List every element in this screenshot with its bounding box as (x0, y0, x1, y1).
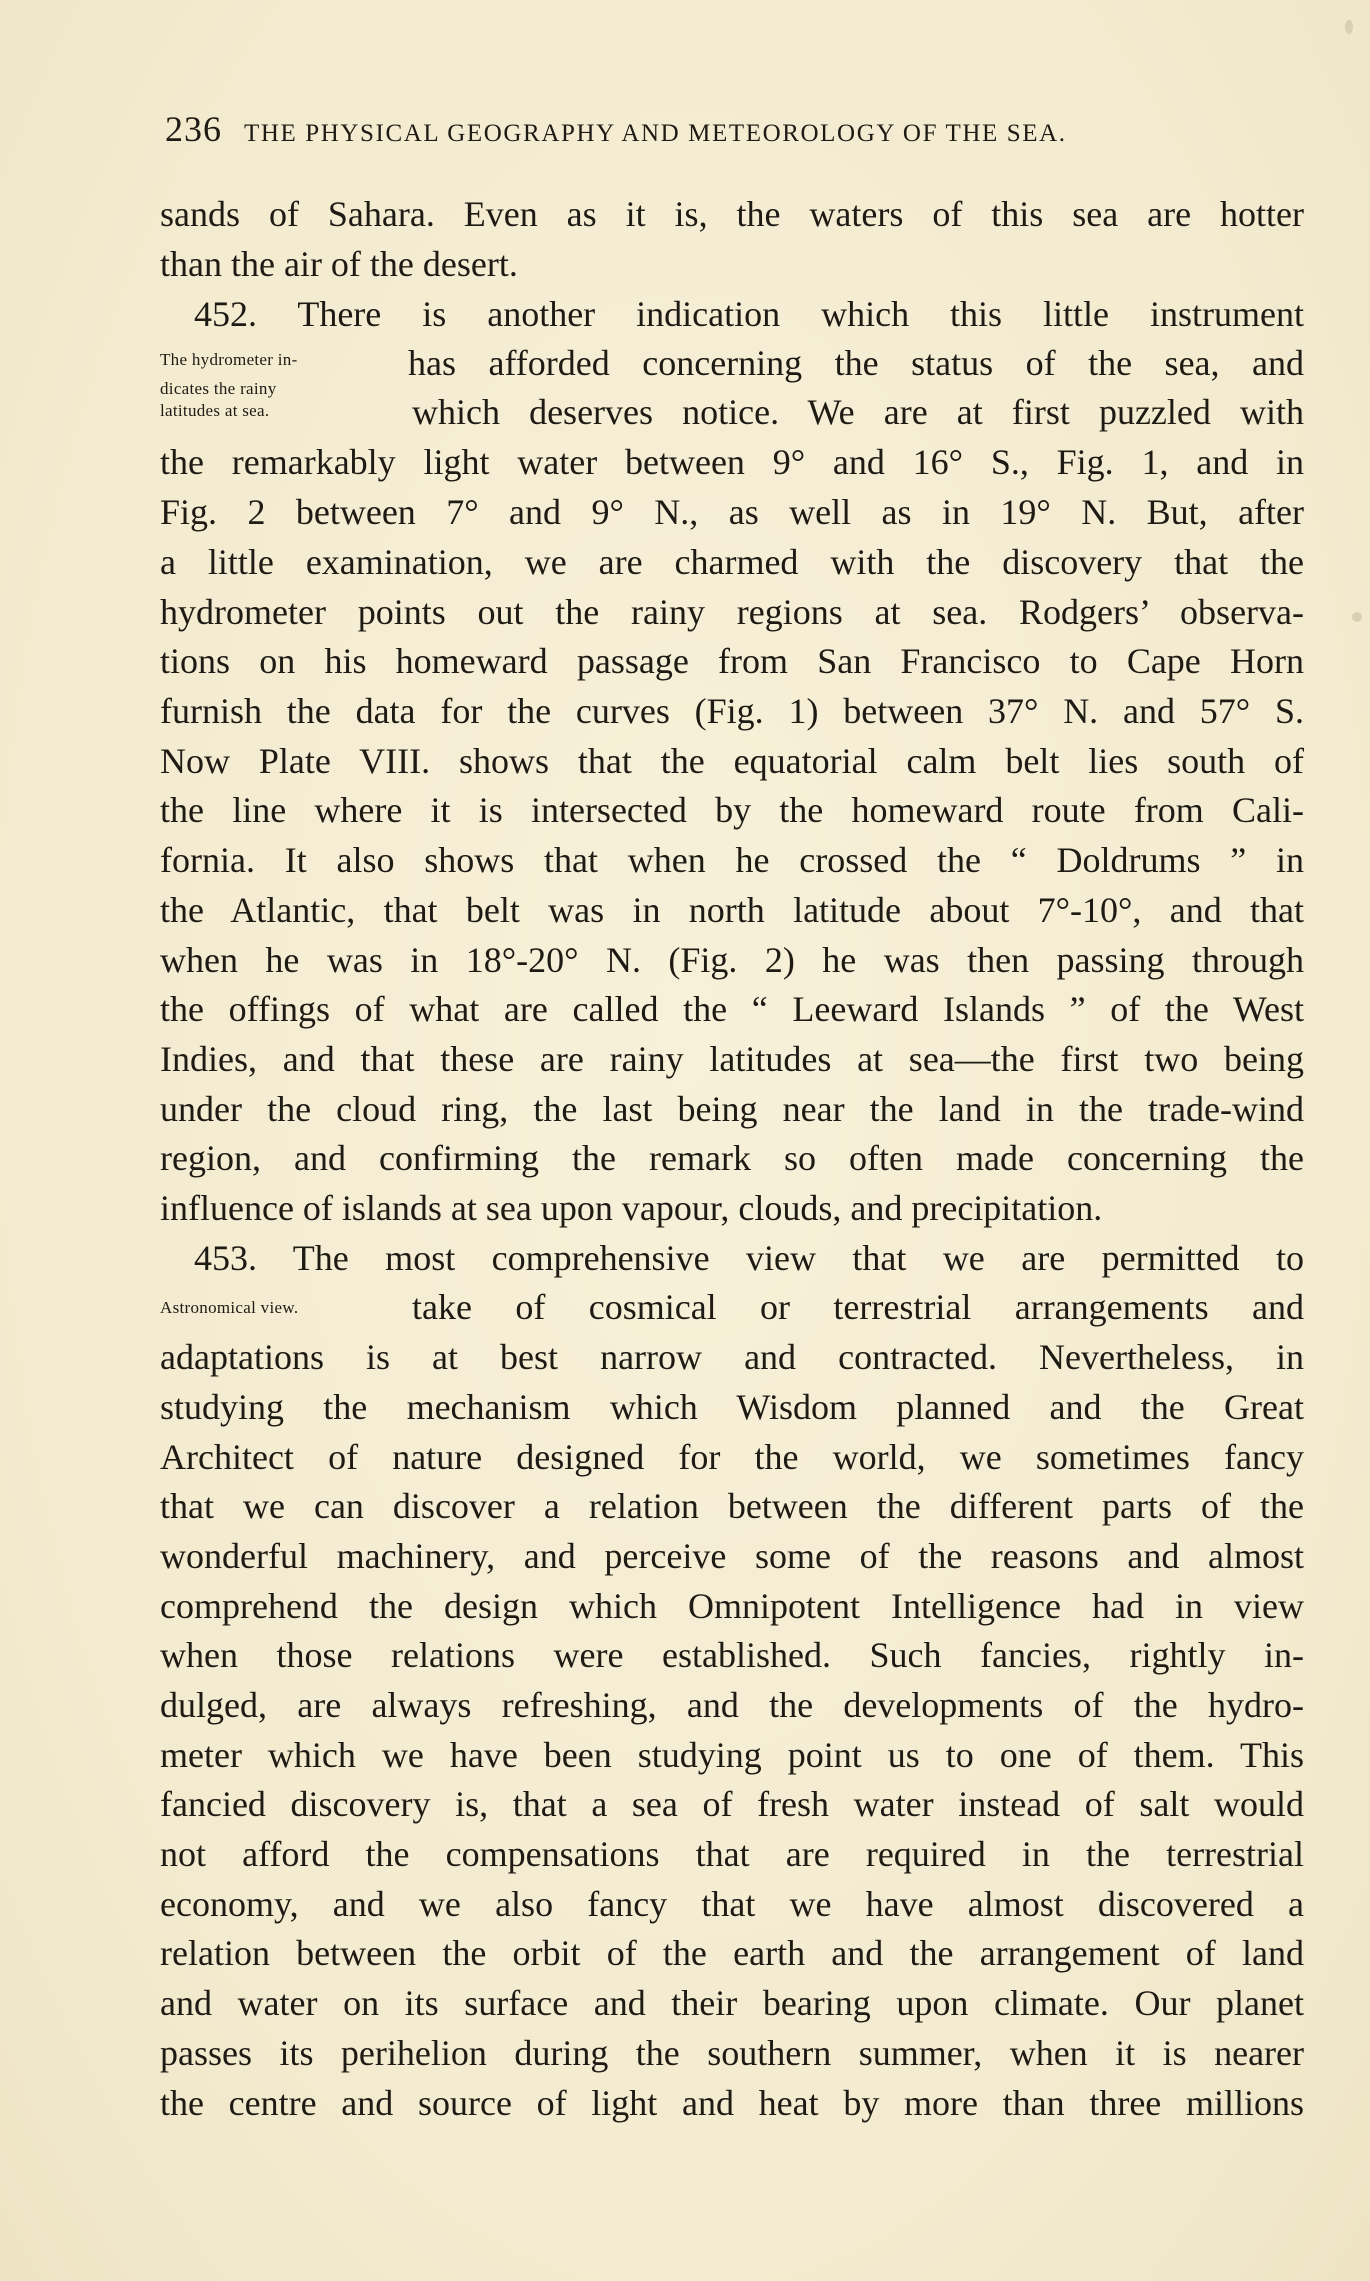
paper-speck (1345, 20, 1353, 34)
text-line: comprehend the design which Omnipotent Intelligence had in view (160, 1586, 1304, 1626)
sidenote-hydrometer-line-1: The hydrometer in- (160, 350, 298, 369)
text-line: dulged, are always refreshing, and the developments of the hydro- (160, 1685, 1304, 1725)
text-line: meter which we have been studying point us to one of them. This (160, 1735, 1304, 1775)
sidenote-astronomical: Astronomical view. (160, 1298, 299, 1317)
text-line: wonderful machinery, and perceive some of the reasons and almost (160, 1536, 1304, 1576)
text-line: economy, and we also fancy that we have almost discovered a (160, 1884, 1304, 1924)
text-line: and water on its surface and their bearing upon climate. Our planet (160, 1983, 1304, 2023)
text-line: 452. There is another indication which this little instrument (194, 294, 1304, 334)
text-line: when those relations were established. Such fancies, rightly in- (160, 1635, 1304, 1675)
text-line: 453. The most comprehensive view that we are permitted to (194, 1238, 1304, 1278)
text-line: which deserves notice. We are at first puzzled with (412, 392, 1304, 432)
text-line: sands of Sahara. Even as it is, the waters of this sea are hotter (160, 194, 1304, 234)
text-line: under the cloud ring, the last being near the land in the trade-wind (160, 1089, 1304, 1129)
text-line: region, and confirming the remark so often made concerning the (160, 1138, 1304, 1178)
text-line: when he was in 18°-20° N. (Fig. 2) he was then passing through (160, 940, 1304, 980)
text-line: the remarkably light water between 9° and 16° S., Fig. 1, and in (160, 442, 1304, 482)
text-line: influence of islands at sea upon vapour, clouds, and precipitation. (160, 1188, 1103, 1228)
page-number: 236 (165, 109, 222, 149)
text-line: Indies, and that these are rainy latitudes at sea—the first two being (160, 1039, 1304, 1079)
text-line: fornia. It also shows that when he crossed the “ Doldrums ” in (160, 840, 1304, 880)
text-line: take of cosmical or terrestrial arrangements and (412, 1287, 1304, 1327)
text-line: the offings of what are called the “ Leeward Islands ” of the West (160, 989, 1304, 1029)
text-line: hydrometer points out the rainy regions at sea. Rodgers’ observa- (160, 592, 1304, 632)
sidenote-hydrometer-line-2: dicates the rainy (160, 379, 277, 398)
text-line: furnish the data for the curves (Fig. 1) between 37° N. and 57° S. (160, 691, 1304, 731)
text-line: that we can discover a relation between the different parts of the (160, 1486, 1304, 1526)
text-line: passes its perihelion during the southern summer, when it is nearer (160, 2033, 1304, 2073)
text-line: than the air of the desert. (160, 244, 518, 284)
text-line: Fig. 2 between 7° and 9° N., as well as in 19° N. But, after (160, 492, 1304, 532)
text-line: the Atlantic, that belt was in north latitude about 7°-10°, and that (160, 890, 1304, 930)
text-line: not afford the compensations that are required in the terrestrial (160, 1834, 1304, 1874)
paper-speck (1352, 612, 1362, 622)
text-line: Architect of nature designed for the world, we sometimes fancy (160, 1437, 1304, 1477)
sidenote-hydrometer-line-3: latitudes at sea. (160, 401, 270, 420)
running-title: THE PHYSICAL GEOGRAPHY AND METEOROLOGY OF THE SEA. (244, 120, 1067, 147)
text-line: a little examination, we are charmed with the discovery that the (160, 542, 1304, 582)
text-line: the line where it is intersected by the homeward route from Cali- (160, 790, 1304, 830)
running-header (165, 108, 1245, 152)
text-line: fancied discovery is, that a sea of fresh water instead of salt would (160, 1784, 1304, 1824)
text-line: has afforded concerning the status of the sea, and (408, 343, 1304, 383)
text-line: Now Plate VIII. shows that the equatorial calm belt lies south of (160, 741, 1304, 781)
text-line: relation between the orbit of the earth and the arrangement of land (160, 1933, 1304, 1973)
text-line: tions on his homeward passage from San Francisco to Cape Horn (160, 641, 1304, 681)
text-line: the centre and source of light and heat by more than three millions (160, 2083, 1304, 2123)
text-line: adaptations is at best narrow and contracted. Nevertheless, in (160, 1337, 1304, 1377)
text-line: studying the mechanism which Wisdom planned and the Great (160, 1387, 1304, 1427)
